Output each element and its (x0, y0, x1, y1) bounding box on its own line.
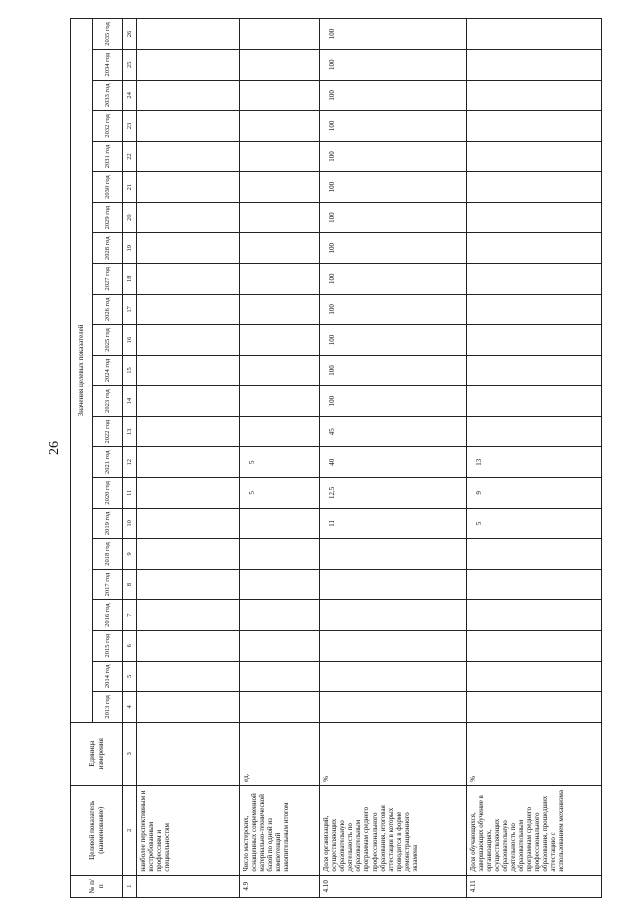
row-value (466, 325, 601, 356)
header-year: 2035 год (93, 19, 123, 50)
row-unit: ед. (240, 722, 320, 785)
row-value (240, 508, 320, 539)
column-index: 8 (123, 569, 137, 600)
row-value: 100 (320, 294, 467, 325)
header-year: 2017 год (93, 569, 123, 600)
row-value (240, 264, 320, 295)
header-year: 2023 год (93, 386, 123, 417)
header-year: 2021 год (93, 447, 123, 478)
column-index: 6 (123, 630, 137, 661)
row-value (240, 141, 320, 172)
row-value: 100 (320, 49, 467, 80)
row-value (137, 355, 240, 386)
header-name: Целевой показатель (наименование) (71, 785, 123, 875)
header-unit: Единица измерения (71, 722, 123, 785)
row-value (137, 49, 240, 80)
column-index: 2 (123, 785, 137, 875)
header-year: 2033 год (93, 80, 123, 111)
row-num: 4.10 (320, 875, 467, 897)
column-index: 26 (123, 19, 137, 50)
row-value (240, 294, 320, 325)
row-value: 100 (320, 325, 467, 356)
row-value: 100 (320, 386, 467, 417)
column-index: 15 (123, 355, 137, 386)
row-value (240, 233, 320, 264)
row-unit: % (320, 722, 467, 785)
row-value (137, 630, 240, 661)
row-value (466, 416, 601, 447)
row-value: 100 (320, 141, 467, 172)
header-year: 2025 год (93, 325, 123, 356)
column-index: 5 (123, 661, 137, 692)
header-year: 2031 год (93, 141, 123, 172)
column-index: 13 (123, 416, 137, 447)
column-index: 11 (123, 478, 137, 509)
column-index: 21 (123, 172, 137, 203)
row-value (240, 569, 320, 600)
row-value (466, 355, 601, 386)
row-value (137, 111, 240, 142)
row-value (137, 141, 240, 172)
row-value: 100 (320, 264, 467, 295)
row-value: 100 (320, 202, 467, 233)
row-value (137, 416, 240, 447)
header-year: 2028 год (93, 233, 123, 264)
header-year: 2032 год (93, 111, 123, 142)
row-value: 40 (320, 447, 467, 478)
header-year: 2030 год (93, 172, 123, 203)
header-year: 2026 год (93, 294, 123, 325)
header-year: 2015 год (93, 630, 123, 661)
row-value: 100 (320, 111, 467, 142)
column-index: 9 (123, 539, 137, 570)
row-value (137, 264, 240, 295)
column-index: 19 (123, 233, 137, 264)
row-value (466, 569, 601, 600)
row-value (240, 80, 320, 111)
row-value (320, 661, 467, 692)
row-value: 100 (320, 172, 467, 203)
row-value: 5 (240, 478, 320, 509)
column-index: 4 (123, 692, 137, 723)
column-index: 23 (123, 111, 137, 142)
row-value (137, 386, 240, 417)
row-unit: % (466, 722, 601, 785)
table-row (240, 19, 320, 898)
column-index: 16 (123, 325, 137, 356)
row-value (466, 49, 601, 80)
row-value: 100 (320, 355, 467, 386)
row-value (320, 569, 467, 600)
header-year: 2013 год (93, 692, 123, 723)
header-year: 2016 год (93, 600, 123, 631)
table-row (466, 19, 601, 898)
column-index: 20 (123, 202, 137, 233)
row-value (466, 19, 601, 50)
column-index: 10 (123, 508, 137, 539)
row-value (240, 202, 320, 233)
row-value: 5 (240, 447, 320, 478)
row-value (466, 539, 601, 570)
row-value (320, 600, 467, 631)
row-value (137, 294, 240, 325)
row-value: 9 (466, 478, 601, 509)
column-index: 18 (123, 264, 137, 295)
row-name: наиболее перспективным и востребованным профессиям и специальностям (137, 785, 240, 875)
row-value (466, 141, 601, 172)
header-year: 2020 год (93, 478, 123, 509)
header-year: 2034 год (93, 49, 123, 80)
row-value (137, 172, 240, 203)
header-values-group: Значения целевых показателей (71, 19, 93, 723)
header-year: 2019 год (93, 508, 123, 539)
row-value (240, 630, 320, 661)
row-value (466, 80, 601, 111)
column-index: 22 (123, 141, 137, 172)
row-value: 100 (320, 233, 467, 264)
row-name: Доля организаций, осуществляющих образовательную деятельность по образовательным программам среднего профессионального образования, итоговая аттестация в которых проводится в форме демонстрационного экзамена (320, 785, 467, 875)
row-value (137, 19, 240, 50)
row-value (466, 386, 601, 417)
row-value (466, 630, 601, 661)
table-row (137, 19, 240, 898)
row-value (137, 447, 240, 478)
row-value (137, 569, 240, 600)
table-row (320, 19, 467, 898)
header-year: 2024 год (93, 355, 123, 386)
row-value: 12,5 (320, 478, 467, 509)
row-value (320, 630, 467, 661)
row-value: 13 (466, 447, 601, 478)
row-value (240, 325, 320, 356)
column-index: 12 (123, 447, 137, 478)
row-value: 100 (320, 80, 467, 111)
header-year: 2029 год (93, 202, 123, 233)
row-value (137, 202, 240, 233)
row-value (137, 325, 240, 356)
row-value (240, 539, 320, 570)
row-value (137, 600, 240, 631)
header-year: 2014 год (93, 661, 123, 692)
row-value (240, 355, 320, 386)
row-value (240, 49, 320, 80)
column-index: 3 (123, 722, 137, 785)
row-value (137, 478, 240, 509)
row-value (240, 661, 320, 692)
row-name: Доля обучающихся, завершающих обучение в организациях, осуществляющих образовательную деятельность по образовательным программам среднего профессионального образования, прошедших аттестацию с использованием механизма (466, 785, 601, 875)
row-num: 4.11 (466, 875, 601, 897)
row-value (240, 416, 320, 447)
row-value (240, 692, 320, 723)
column-index: 24 (123, 80, 137, 111)
header-year: 2022 год (93, 416, 123, 447)
row-value (320, 539, 467, 570)
header-num: № п/п (71, 875, 123, 897)
row-value: 100 (320, 19, 467, 50)
row-value (466, 233, 601, 264)
row-value (466, 600, 601, 631)
row-value (320, 692, 467, 723)
row-value (466, 264, 601, 295)
row-value: 5 (466, 508, 601, 539)
row-value (137, 692, 240, 723)
header-year: 2027 год (93, 264, 123, 295)
column-index: 14 (123, 386, 137, 417)
row-value (137, 508, 240, 539)
column-index: 7 (123, 600, 137, 631)
row-value: 45 (320, 416, 467, 447)
row-value (466, 202, 601, 233)
row-value (240, 386, 320, 417)
row-value (240, 172, 320, 203)
row-value (240, 19, 320, 50)
row-value (240, 111, 320, 142)
indicators-table (70, 18, 602, 898)
rotated-table-container (70, 18, 602, 898)
row-num (137, 875, 240, 897)
row-value (466, 111, 601, 142)
column-index: 17 (123, 294, 137, 325)
row-name: Число мастерских, оснащенных современной материально-технической базой по одной из компетенций накопительным итогом (240, 785, 320, 875)
row-value (137, 539, 240, 570)
row-value (466, 692, 601, 723)
column-index: 25 (123, 49, 137, 80)
row-value (240, 600, 320, 631)
row-value (137, 661, 240, 692)
row-value (137, 80, 240, 111)
header-year: 2018 год (93, 539, 123, 570)
row-value: 11 (320, 508, 467, 539)
row-value (466, 294, 601, 325)
row-num: 4.9 (240, 875, 320, 897)
row-unit (137, 722, 240, 785)
page-number: 26 (47, 441, 62, 455)
column-index: 1 (123, 875, 137, 897)
row-value (466, 172, 601, 203)
row-value (137, 233, 240, 264)
row-value (466, 661, 601, 692)
